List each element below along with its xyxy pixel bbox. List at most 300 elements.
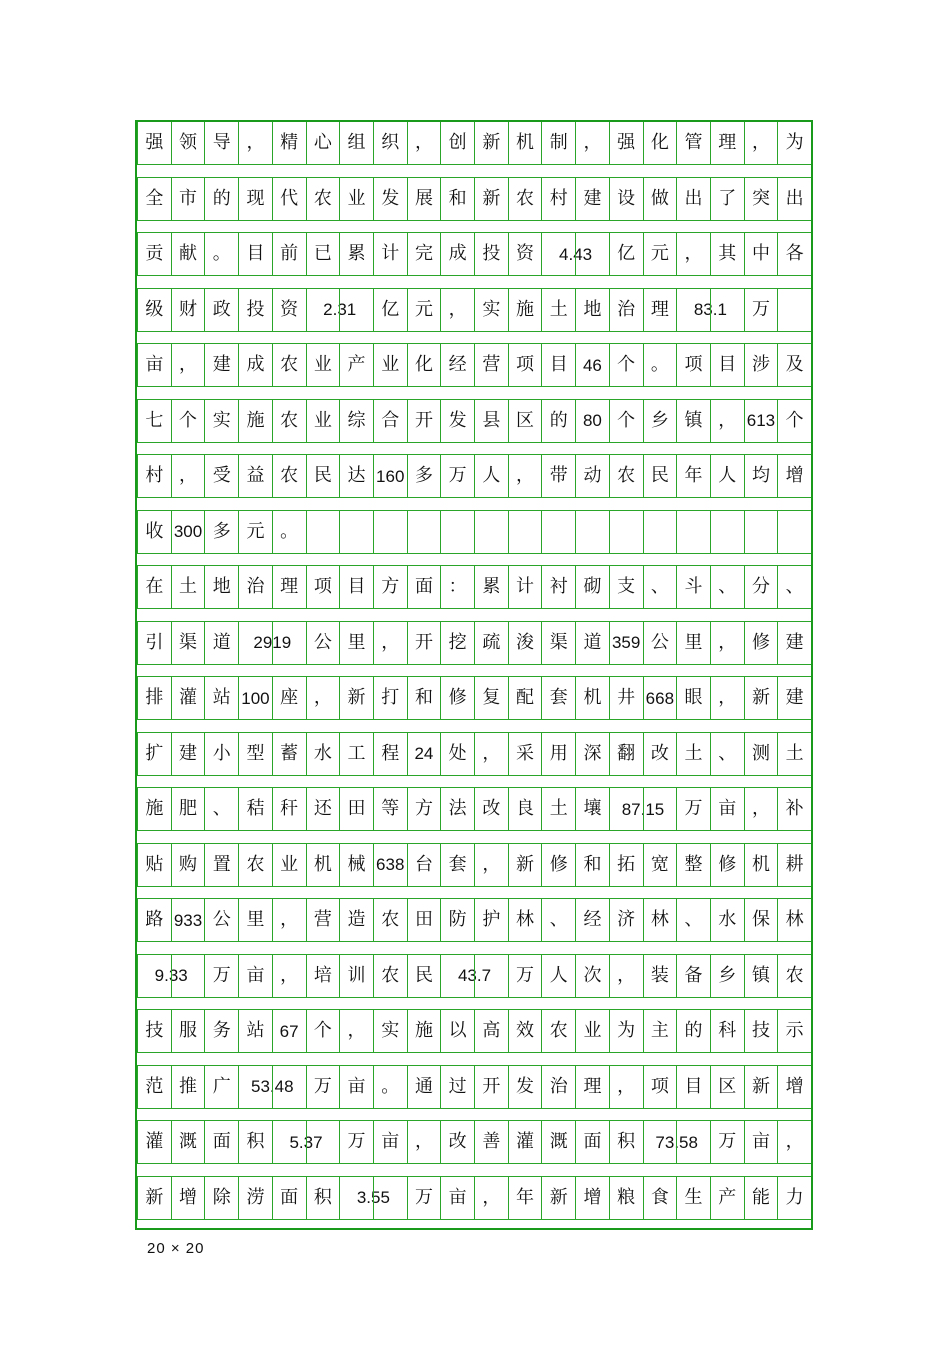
grid-cell: ， (777, 1121, 811, 1163)
grid-cell: 24 (407, 733, 441, 775)
grid-cell: ， (171, 455, 205, 497)
grid-cell: 面 (407, 566, 441, 608)
grid-cell: 面 (575, 1121, 609, 1163)
grid-cell: 业 (575, 1010, 609, 1052)
grid-cell: 配 (508, 677, 542, 719)
grid-line (137, 886, 811, 887)
grid-cell (575, 233, 576, 275)
grid-cell: 各 (777, 233, 811, 275)
grid-cell: 农 (609, 455, 643, 497)
grid-cell: 增 (777, 455, 811, 497)
grid-cell: 投 (238, 289, 272, 331)
grid-cell: 年 (676, 455, 710, 497)
grid-cell: 法 (440, 788, 474, 830)
grid-row (137, 622, 811, 678)
grid-cell: 生 (676, 1177, 710, 1219)
grid-cell: 目 (238, 233, 272, 275)
grid-cell (508, 511, 542, 553)
grid-cell: 元 (643, 233, 677, 275)
grid-cell: 涝 (238, 1177, 272, 1219)
grid-cell: 展 (407, 178, 441, 220)
grid-cell: 除 (204, 1177, 238, 1219)
grid-cell: 机 (744, 844, 778, 886)
grid-cell: 用 (541, 733, 575, 775)
grid-cell: 林 (508, 899, 542, 941)
grid-cell: 年 (508, 1177, 542, 1219)
grid-cell: 浚 (508, 622, 542, 664)
grid-cell: 织 (373, 122, 407, 164)
grid-line (137, 719, 811, 720)
grid-cell: 项 (306, 566, 340, 608)
grid-cell: 项 (508, 344, 542, 386)
grid-cell: 技 (137, 1010, 171, 1052)
grid-cell: 理 (575, 1066, 609, 1108)
grid-cell: 改 (440, 1121, 474, 1163)
grid-line (137, 775, 811, 776)
grid-cell: 亩 (710, 788, 744, 830)
grid-cell (272, 1066, 273, 1108)
grid-cell: 农 (272, 400, 306, 442)
grid-cell: 灌 (137, 1121, 171, 1163)
grid-cell: 出 (777, 178, 811, 220)
grid-cell: 带 (541, 455, 575, 497)
grid-cell: 产 (339, 344, 373, 386)
grid-cell: 80 (575, 400, 609, 442)
grid-cell: ： (440, 566, 474, 608)
grid-cell: 农 (373, 899, 407, 941)
grid-line (137, 608, 811, 609)
grid-cell: 复 (474, 677, 508, 719)
grid-cell: 300 (171, 511, 205, 553)
grid-cell: 深 (575, 733, 609, 775)
grid-cell: 638 (373, 844, 407, 886)
grid-cell: 引 (137, 622, 171, 664)
grid-line (137, 1219, 811, 1220)
grid-cell: 级 (137, 289, 171, 331)
grid-row (137, 511, 811, 567)
grid-cell: 镇 (676, 400, 710, 442)
grid-cell: 新 (339, 677, 373, 719)
grid-cell: 民 (643, 455, 677, 497)
grid-cell: 新 (474, 178, 508, 220)
grid-cell: 73.58 (643, 1121, 710, 1163)
grid-cell: 示 (777, 1010, 811, 1052)
grid-cell: 农 (272, 344, 306, 386)
grid-cell: 已 (306, 233, 340, 275)
grid-cell: 挖 (440, 622, 474, 664)
grid-cell: ， (575, 122, 609, 164)
grid-cell: 置 (204, 844, 238, 886)
grid-cell: 359 (609, 622, 643, 664)
grid-cell: 亩 (339, 1066, 373, 1108)
grid-cell: 灌 (508, 1121, 542, 1163)
grid-cell: 财 (171, 289, 205, 331)
grid-cell: 农 (306, 178, 340, 220)
grid-cell: 亩 (440, 1177, 474, 1219)
grid-cell: 理 (643, 289, 677, 331)
grid-cell: 资 (508, 233, 542, 275)
grid-cell: 理 (710, 122, 744, 164)
grid-cell: ， (339, 1010, 373, 1052)
grid-cell: 收 (137, 511, 171, 553)
grid-cell: 个 (306, 1010, 340, 1052)
grid-cell: 肥 (171, 788, 205, 830)
grid-line (137, 1108, 811, 1109)
grid-row (137, 1066, 811, 1122)
grid-cell: 46 (575, 344, 609, 386)
grid-cell: 增 (575, 1177, 609, 1219)
grid-cell: 机 (508, 122, 542, 164)
grid-cell: 。 (643, 344, 677, 386)
grid-cell (676, 1121, 677, 1163)
grid-cell (306, 1121, 307, 1163)
grid-cell: 施 (137, 788, 171, 830)
grid-cell: 水 (710, 899, 744, 941)
grid-cell: 业 (306, 400, 340, 442)
grid-cell: 造 (339, 899, 373, 941)
grid-cell: 理 (272, 566, 306, 608)
grid-cell (777, 289, 811, 331)
grid-cell: 4.43 (541, 233, 608, 275)
grid-cell: 食 (643, 1177, 677, 1219)
grid-cell: ， (238, 122, 272, 164)
grid-cell: 。 (272, 511, 306, 553)
grid-cell: 万 (744, 289, 778, 331)
grid-cell: 亩 (373, 1121, 407, 1163)
grid-cell: 井 (609, 677, 643, 719)
grid-cell: 站 (238, 1010, 272, 1052)
grid-cell: ， (744, 122, 778, 164)
grid-cell: 开 (407, 400, 441, 442)
grid-cell: 人 (710, 455, 744, 497)
grid-cell: 治 (238, 566, 272, 608)
grid-cell: 亿 (373, 289, 407, 331)
grid-cell: 和 (440, 178, 474, 220)
grid-cell: 道 (204, 622, 238, 664)
grid-cell (643, 788, 644, 830)
grid-cell: 了 (710, 178, 744, 220)
grid-cell: 累 (339, 233, 373, 275)
grid-cell: 扩 (137, 733, 171, 775)
grid-line (137, 830, 811, 831)
grid-cell: 套 (440, 844, 474, 886)
grid-row (137, 455, 811, 511)
grid-cell: 计 (508, 566, 542, 608)
grid-cell (272, 622, 273, 664)
grid-cell: 人 (474, 455, 508, 497)
grid-cell: 万 (440, 455, 474, 497)
grid-cell: 积 (609, 1121, 643, 1163)
grid-cell: 改 (643, 733, 677, 775)
grid-cell: 主 (643, 1010, 677, 1052)
grid-cell (777, 511, 811, 553)
grid-cell: 做 (643, 178, 677, 220)
grid-cell: 秆 (272, 788, 306, 830)
grid-cell: 市 (171, 178, 205, 220)
grid-cell: 613 (744, 400, 778, 442)
grid-cell: 目 (710, 344, 744, 386)
grid-cell: 发 (508, 1066, 542, 1108)
grid-cell: 路 (137, 899, 171, 941)
grid-cell: 斗 (676, 566, 710, 608)
grid-cell (339, 289, 340, 331)
grid-cell: 程 (373, 733, 407, 775)
grid-cell: 83.1 (676, 289, 743, 331)
grid-cell: 达 (339, 455, 373, 497)
grid-cell: 农 (272, 455, 306, 497)
grid-cell: 业 (373, 344, 407, 386)
grid-row (137, 788, 811, 844)
grid-row (137, 344, 811, 400)
grid-cell: 地 (575, 289, 609, 331)
grid-cell: 经 (440, 344, 474, 386)
grid-cell: ， (272, 899, 306, 941)
grid-cell: 等 (373, 788, 407, 830)
grid-cell: 、 (777, 566, 811, 608)
grid-cell: 政 (204, 289, 238, 331)
grid-cell: 新 (541, 1177, 575, 1219)
grid-row (137, 233, 811, 289)
grid-cell: 多 (407, 455, 441, 497)
grid-cell: 建 (575, 178, 609, 220)
grid-cell: 秸 (238, 788, 272, 830)
grid-cell: 建 (777, 677, 811, 719)
grid-cell: 成 (440, 233, 474, 275)
grid-cell: 益 (238, 455, 272, 497)
grid-cell: 修 (710, 844, 744, 886)
grid-cell: 个 (609, 344, 643, 386)
grid-cell: 技 (744, 1010, 778, 1052)
grid-cell: 建 (204, 344, 238, 386)
grid-cell (575, 511, 609, 553)
grid-cell: 治 (541, 1066, 575, 1108)
grid-cell: 9.33 (137, 955, 204, 997)
grid-cell: 改 (474, 788, 508, 830)
grid-cell: 、 (710, 733, 744, 775)
grid-cell: 补 (777, 788, 811, 830)
grid-cell (676, 511, 710, 553)
grid-cell: 增 (777, 1066, 811, 1108)
grid-cell: ， (508, 455, 542, 497)
grid-cell: 土 (171, 566, 205, 608)
grid-cell: 为 (609, 1010, 643, 1052)
grid-cell: 实 (204, 400, 238, 442)
grid-cell: 发 (440, 400, 474, 442)
grid-cell: 里 (339, 622, 373, 664)
grid-cell: 强 (609, 122, 643, 164)
grid-cell: 强 (137, 122, 171, 164)
grid-cell: 668 (643, 677, 677, 719)
grid-cell: 民 (306, 455, 340, 497)
grid-cell: 、 (204, 788, 238, 830)
grid-line (137, 331, 811, 332)
grid-cell: 均 (744, 455, 778, 497)
grid-cell: 管 (676, 122, 710, 164)
grid-cell: 宽 (643, 844, 677, 886)
grid-cell: ， (710, 622, 744, 664)
grid-size-label: 20 × 20 (147, 1240, 205, 1257)
grid-cell: 溉 (541, 1121, 575, 1163)
grid-cell: 项 (643, 1066, 677, 1108)
grid-cell: 亩 (137, 344, 171, 386)
grid-cell: 代 (272, 178, 306, 220)
grid-cell: 方 (373, 566, 407, 608)
grid-cell: 测 (744, 733, 778, 775)
grid-cell: 型 (238, 733, 272, 775)
grid-cell: 眼 (676, 677, 710, 719)
grid-cell: 训 (339, 955, 373, 997)
grid-cell (373, 1177, 374, 1219)
grid-cell: 分 (744, 566, 778, 608)
grid-cell: 保 (744, 899, 778, 941)
grid-cell: 培 (306, 955, 340, 997)
grid-cell: 2919 (238, 622, 305, 664)
grid-line (137, 497, 811, 498)
grid-cell: 领 (171, 122, 205, 164)
grid-cell: ， (171, 344, 205, 386)
grid-cell: ， (474, 733, 508, 775)
grid-cell: 过 (440, 1066, 474, 1108)
grid-cell: 。 (204, 233, 238, 275)
grid-cell: 万 (306, 1066, 340, 1108)
grid-cell: 台 (407, 844, 441, 886)
grid-cell: 、 (710, 566, 744, 608)
grid-cell: 制 (541, 122, 575, 164)
grid-cell: 七 (137, 400, 171, 442)
grid-cell: 区 (508, 400, 542, 442)
grid-cell: 100 (238, 677, 272, 719)
grid-cell: 化 (407, 344, 441, 386)
grid-cell: 受 (204, 455, 238, 497)
grid-cell: 贡 (137, 233, 171, 275)
grid-cell: 范 (137, 1066, 171, 1108)
grid-cell: 贴 (137, 844, 171, 886)
grid-cell: 修 (744, 622, 778, 664)
grid-cell: 济 (609, 899, 643, 941)
grid-cell: 万 (508, 955, 542, 997)
grid-cell: 土 (541, 289, 575, 331)
grid-cell: 和 (407, 677, 441, 719)
grid-cell: 产 (710, 1177, 744, 1219)
grid-cell: 2.31 (306, 289, 373, 331)
grid-line (137, 1052, 811, 1053)
grid-cell: 装 (643, 955, 677, 997)
grid-cell (643, 511, 677, 553)
grid-cell: 械 (339, 844, 373, 886)
grid-cell: 备 (676, 955, 710, 997)
grid-cell (474, 511, 508, 553)
grid-cell: 公 (306, 622, 340, 664)
grid-cell: 前 (272, 233, 306, 275)
grid-cell: 民 (407, 955, 441, 997)
grid-row (137, 955, 811, 1011)
grid-cell: 乡 (643, 400, 677, 442)
grid-row (137, 844, 811, 900)
grid-cell: 新 (474, 122, 508, 164)
grid-cell: 土 (777, 733, 811, 775)
grid-line (137, 275, 811, 276)
grid-cell: 出 (676, 178, 710, 220)
grid-cell: 治 (609, 289, 643, 331)
grid-cell: 区 (710, 1066, 744, 1108)
grid-cell: 建 (777, 622, 811, 664)
grid-cell: 拓 (609, 844, 643, 886)
grid-row (137, 1177, 811, 1233)
grid-cell: 田 (407, 899, 441, 941)
grid-cell: 乡 (710, 955, 744, 997)
grid-cell: ， (407, 1121, 441, 1163)
grid-cell: 实 (373, 1010, 407, 1052)
grid-cell: 元 (407, 289, 441, 331)
grid-cell: 小 (204, 733, 238, 775)
grid-cell: 心 (306, 122, 340, 164)
grid-line (137, 664, 811, 665)
grid-cell: 开 (407, 622, 441, 664)
grid-cell: 林 (777, 899, 811, 941)
grid-cell: 农 (541, 1010, 575, 1052)
grid-cell (710, 511, 744, 553)
grid-cell: 渠 (171, 622, 205, 664)
grid-cell: 推 (171, 1066, 205, 1108)
grid-cell: 、 (541, 899, 575, 941)
grid-cell: 新 (137, 1177, 171, 1219)
grid-cell: 打 (373, 677, 407, 719)
grid-cell: 67 (272, 1010, 306, 1052)
grid-cell: 人 (541, 955, 575, 997)
grid-cell: 排 (137, 677, 171, 719)
grid-cell: ， (440, 289, 474, 331)
grid-cell: 和 (575, 844, 609, 886)
grid-cell: 53.48 (238, 1066, 305, 1108)
grid-cell: 良 (508, 788, 542, 830)
grid-cell: 道 (575, 622, 609, 664)
grid-cell: 耕 (777, 844, 811, 886)
grid-cell: 43.7 (440, 955, 507, 997)
grid-line (137, 553, 811, 554)
grid-line (137, 220, 811, 221)
grid-cell: 业 (306, 344, 340, 386)
grid-cell: 5.37 (272, 1121, 339, 1163)
grid-cell: 开 (474, 1066, 508, 1108)
grid-cell: 土 (676, 733, 710, 775)
grid-row (137, 122, 811, 178)
grid-cell: 次 (575, 955, 609, 997)
grid-cell: 砌 (575, 566, 609, 608)
grid-cell: 防 (440, 899, 474, 941)
grid-cell: 灌 (171, 677, 205, 719)
grid-cell: 高 (474, 1010, 508, 1052)
grid-row (137, 677, 811, 733)
grid-cell: 业 (272, 844, 306, 886)
grid-cell: 面 (272, 1177, 306, 1219)
grid-cell (306, 511, 340, 553)
grid-cell: 处 (440, 733, 474, 775)
grid-cell: 整 (676, 844, 710, 886)
grid-cell: 成 (238, 344, 272, 386)
grid-cell: 站 (204, 677, 238, 719)
grid-cell: 面 (204, 1121, 238, 1163)
grid-cell: 献 (171, 233, 205, 275)
grid-cell: 翻 (609, 733, 643, 775)
grid-cell: 万 (710, 1121, 744, 1163)
grid-cell: 村 (541, 178, 575, 220)
grid-cell: 目 (676, 1066, 710, 1108)
grid-cell: 农 (508, 178, 542, 220)
grid-cell: 增 (171, 1177, 205, 1219)
grid-cell: 经 (575, 899, 609, 941)
grid-cell: 新 (744, 1066, 778, 1108)
grid-cell (710, 289, 711, 331)
